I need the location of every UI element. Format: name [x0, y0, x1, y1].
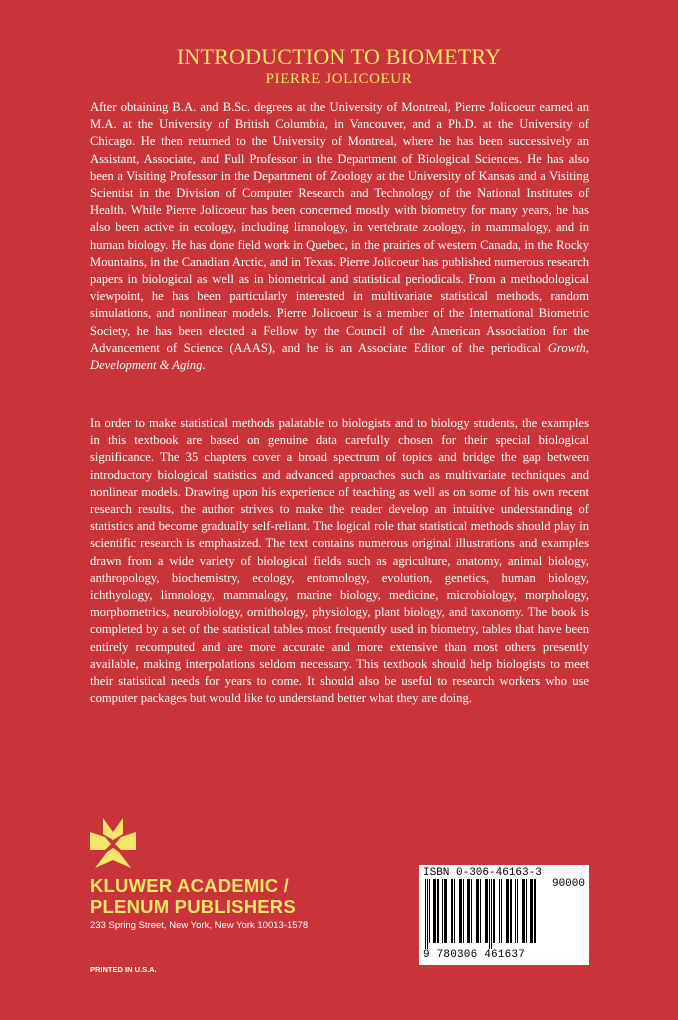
- barcode-bar: [437, 879, 439, 943]
- barcode-bar: [506, 879, 509, 943]
- barcode-guard-bar: [427, 879, 428, 949]
- author-bio: [90, 99, 589, 374]
- barcode-bar: [526, 879, 527, 943]
- barcode-bar: [454, 879, 455, 943]
- book-description: In order to make statistical methods palatable to biologists and to biology students, the examples in this textbook are based on genuine data carefully chosen for their special biological significance. The 35 chapters cover a broad spectrum of topics and bridge the gap between introductory biological statistics and advanced approaches such as multivariate techniques and nonlinear models. Drawing upon his experience of teaching as well as on some of his own recent research results, the author strives to make the reader develop an intuitive understanding of statistics and become gradually self-reliant. The logical role that statistical methods should play in scientific research is emphasized. The text contains numerous original illustrations and examples drawn from a wide variety of biological fields such as agriculture, anatomy, animal biology, anthropology, biochemistry, ecology, entomology, evolution, genetics, human biology, ichthyology, limnology, mammalogy, marine biology, medicine, microbiology, morphology, morphometrics, neurobiology, ornithology, physiology, plant biology, and taxonomy. The book is completed by a set of the statistical tables most frequently used in biometry, tables that have been entirely recomputed and are more accurate and more extensive than most others presently available, making interpolations seldom necessary. This textbook should help biologists to meet their statistical needs for years to come. It should also be useful to research workers who use computer packages but would like to understand better what they are doing.: [90, 416, 589, 706]
- barcode-bar: [433, 879, 436, 943]
- barcode-panel: [419, 865, 589, 965]
- barcode-bar: [463, 879, 464, 943]
- barcode-bar: [459, 879, 462, 943]
- publisher-address: 233 Spring Street, New York, New York 10013-1578: [90, 920, 309, 931]
- barcode-bar: [467, 879, 470, 943]
- barcode-bar: [476, 879, 479, 943]
- periodical-title: Growth, Development & Aging: [90, 340, 589, 373]
- author-name: PIERRE JOLICOEUR: [265, 71, 413, 87]
- isbn-text: ISBN 0-306-46163-3: [423, 867, 542, 879]
- publisher-name-line2: PLENUM PUBLISHERS: [90, 896, 296, 917]
- barcode-guard-bar: [489, 879, 490, 949]
- barcode-bar: [429, 879, 430, 943]
- barcode-guard-bar: [491, 879, 492, 949]
- barcode-bar: [493, 879, 495, 943]
- bio-text: After obtaining B.A. and B.Sc. degrees at the University of Montreal, Pierre Jolicoeur earned an M.A. at the University of British Columbia, in Vancouver, and a Ph.D. at the University of Chicago. He then returned to the University of Montreal, where he has been successively an Assistant, Associate, and Full Professor in the Department of Biological Sciences. He has also been a Visiting Professor in the Department of Zoology at the University of Kansas and a Visiting Scientist in the Division of Computer Research and Technology of the National Institutes of Health. While Pierre Jolicoeur has been concerned mostly with biometry for many years, he has also been active in ecology, including limnology, in vertebrate zoology, in mammalogy, and in human biology. He has done field work in Quebec, in the prairies of western Canada, in the Rocky Mountains, in the Canadian Arctic, and in Texas. Pierre Jolicoeur has published numerous research papers in biological as well as in biometrical and statistical periodicals. From a methodological viewpoint, he has been particularly interested in multivariate statistical methods, random simulations, and nonlinear models. Pierre Jolicoeur is a member of the International Biometric Society, he has been elected a Fellow by the Council of the American Association for the Advancement of Science (AAAS), and he is an Associate Editor of the periodical: [90, 100, 589, 355]
- barcode-bar: [485, 879, 488, 943]
- barcode-bar: [451, 879, 453, 943]
- ean-number: 9 780306 461637: [423, 949, 526, 961]
- ean-barcode: [423, 879, 537, 949]
- barcode-bar: [442, 879, 443, 943]
- barcode-bar: [471, 879, 472, 943]
- barcode-bar: [515, 879, 516, 943]
- barcode-bar: [480, 879, 481, 943]
- barcode-bar: [499, 879, 500, 943]
- barcode-bar: [501, 879, 502, 943]
- publisher-name-line1: KLUWER ACADEMIC /: [90, 875, 290, 896]
- barcode-bar: [444, 879, 447, 943]
- barcode-guard-bar: [425, 879, 426, 949]
- book-title: INTRODUCTION TO BIOMETRY: [176, 44, 502, 69]
- barcode-bar: [510, 879, 512, 943]
- kluwer-flower-logo-icon: [90, 818, 136, 868]
- barcode-bar: [530, 879, 533, 943]
- bio-text-end: .: [202, 358, 206, 373]
- barcode-bar: [522, 879, 525, 943]
- barcode-bar: [517, 879, 518, 943]
- printed-in: PRINTED IN U.S.A.: [90, 965, 157, 974]
- price-code: 90000: [551, 878, 585, 890]
- barcode-bar: [534, 879, 536, 943]
